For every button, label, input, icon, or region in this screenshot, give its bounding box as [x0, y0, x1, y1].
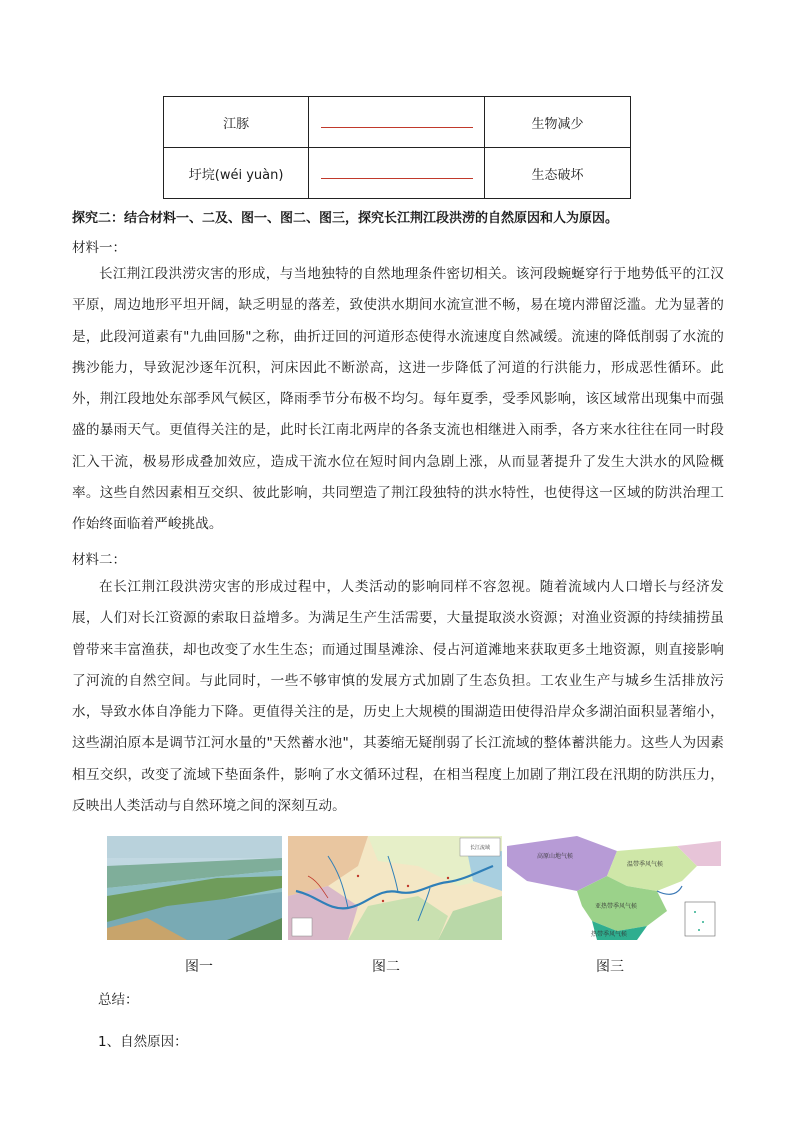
fig3-label-subtropical: 亚热带季风气候 — [595, 903, 638, 910]
figure-3-climate-map — [507, 836, 721, 940]
material2-paragraph: 在长江荆江段洪涝灾害的形成过程中，人类活动的影响同样不容忽视。随着流域内人口增长与经济发展，人们对长江资源的索取日益增多。为满足生产生活需要，大量提取淡水资源；对渔业资源的持续捕捞虽曾带来丰富渔获，却也改变了水生生态；而通过围垦滩涂、侵占河道滩地来获取更多土地资源，则直接影响了河流的自然空间。与此同时，一些不够审慎的发展方式加剧了生态负担。工农业生产与城乡生活排放污水，导致水体自净能力下降。更值得关注的是，历史上大规模的围湖造田使得沿岸众多湖泊面积显著缩小，这些湖泊原本是调节江河水量的"天然蓄水池"，其萎缩无疑削弱了长江流域的整体蓄洪能力。这些人为因素相互交织，改变了流域下垫面条件，影响了水文循环过程，在相当程度上加剧了荆江段在汛期的防洪压力，反映出人类活动与自然环境之间的深刻互动。 — [72, 579, 724, 815]
blank-underline — [321, 164, 473, 179]
material2-label: 材料二： — [72, 552, 126, 568]
summary-item-natural: 1、自然原因： — [98, 1034, 188, 1050]
figure-1-river-photo — [107, 836, 282, 940]
table-cell-name: 圩垸(wéi yuàn) — [164, 148, 309, 199]
fig3-label-tropical: 热带季风气候 — [591, 931, 628, 938]
table-cell-effect: 生物减少 — [484, 97, 630, 148]
summary-label: 总结： — [98, 992, 139, 1008]
table-row — [164, 148, 631, 199]
figure-2-basin-map — [288, 836, 502, 940]
fig3-label-plateau: 高原山地气候 — [537, 853, 574, 860]
answer-blank[interactable] — [309, 97, 485, 148]
figure-1-caption: 图一 — [185, 959, 213, 975]
comparison-table — [163, 96, 631, 199]
table-cell-name: 江豚 — [164, 97, 309, 148]
table-cell-effect: 生态破坏 — [484, 148, 630, 199]
material1-label: 材料一： — [72, 240, 126, 256]
section-heading: 探究二：结合材料一、二及、图一、图二、图三，探究长江荆江段洪涝的自然原因和人为原因。 — [72, 211, 619, 226]
answer-blank[interactable] — [309, 148, 485, 199]
figure-2-caption: 图二 — [372, 959, 400, 975]
table-row — [164, 97, 631, 148]
figure-3-caption: 图三 — [596, 959, 624, 975]
fig3-label-temperate: 温带季风气候 — [627, 861, 664, 868]
fig2-legend-title: 长江流域 — [469, 845, 491, 851]
blank-underline — [321, 113, 473, 128]
material1-paragraph: 长江荆江段洪涝灾害的形成，与当地独特的自然地理条件密切相关。该河段蜿蜒穿行于地势低平的江汉平原，周边地形平坦开阔，缺乏明显的落差，致使洪水期间水流宣泄不畅，易在境内滞留泛滥。尤为显著的是，此段河道素有"九曲回肠"之称，曲折迂回的河道形态使得水流速度自然减缓。流速的降低削弱了水流的携沙能力，导致泥沙逐年沉积，河床因此不断淤高，这进一步降低了河道的行洪能力，形成恶性循环。此外，荆江段地处东部季风气候区，降雨季节分布极不均匀。每年夏季，受季风影响，该区域常出现集中而强盛的暴雨天气。更值得关注的是，此时长江南北两岸的各条支流也相继进入雨季，各方来水往往在同一时段汇入干流，极易形成叠加效应，造成干流水位在短时间内急剧上涨，从而显著提升了发生大洪水的风险概率。这些自然因素相互交织、彼此影响，共同塑造了荆江段独特的洪水特性，也使得这一区域的防洪治理工作始终面临着严峻挑战。 — [72, 266, 724, 533]
